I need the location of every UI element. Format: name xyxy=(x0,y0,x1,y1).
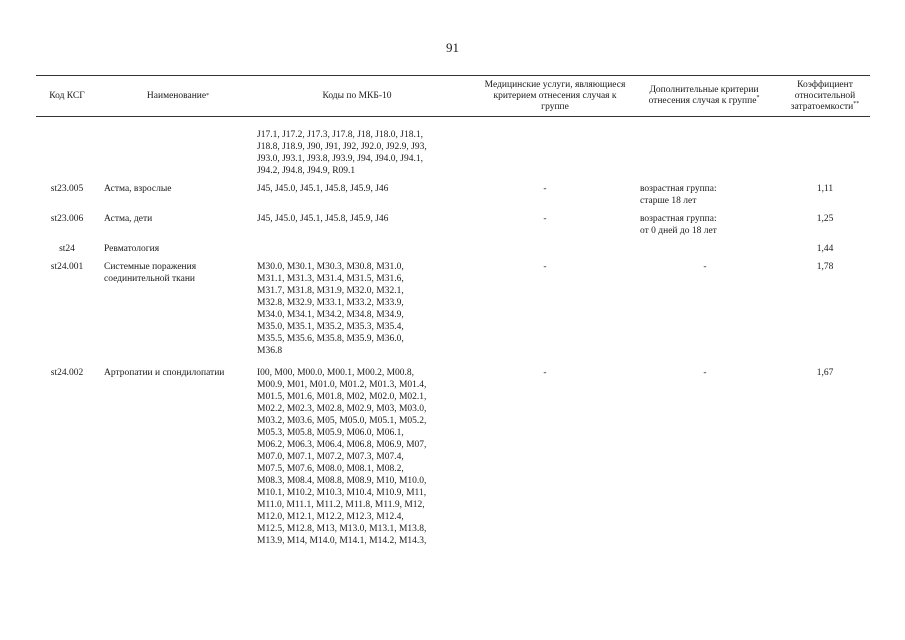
header-code: Код КСГ xyxy=(49,90,85,101)
row-1-code: st23.005 xyxy=(50,184,84,194)
row-5-mkb: I00, M00, M00.0, M00.1, M00.2, M00.8, M00.9, M01, M01.0, M01.2, M01.3, M01.4, M01.5, M01.6, M01.8, M02, M02.0, M02.1, M02.2, M02.3, M02.8, M02.9, M03, M03.0, M03.2, M03.6, M05, M05.0, M05.1, M05.2, M05.3, M05.8, M05.9, M06.0, M06.1, M06.2, M06.3, M06.4, M06.8, M06.9, M07, M07.0, M07.1, M07.2, M07.3, M07.4, M07.5, M07.6, M08.0, M08.1, M08.2, M08.3, M08.4, M08.8, M08.9, M10, M10.0, M10.1, M10.2, M10.3, M10.4, M10.9, M11, M11.0, M11.1, M11.2, M11.8, M11.9, M12, M12.0, M12.1, M12.2, M12.3, M12.4, M12.5, M12.8, M13, M13.0, M13.1, M13.8, M13.9, M14, M14.0, M14.1, M14.2, M14.3, xyxy=(257,368,427,546)
row-1-mkb: J45, J45.0, J45.1, J45.8, J45.9, J46 xyxy=(257,184,389,194)
row-1-coef: 1,11 xyxy=(816,184,834,194)
row-5-criteria: - xyxy=(703,368,707,378)
header-mkb: Коды по МКБ-10 xyxy=(322,90,392,101)
row-1-name: Астма, взрослые xyxy=(104,184,172,194)
row-3-name: Ревматология xyxy=(104,244,160,254)
row-5-coef: 1,67 xyxy=(816,368,834,378)
header-services: Медицинские услуги, являющиеся критерием отнесения случая к группе xyxy=(484,79,626,112)
row-4-code: st24.001 xyxy=(50,262,84,272)
row-2-mkb: J45, J45.0, J45.1, J45.8, J45.9, J46 xyxy=(257,214,389,224)
row-5-services: - xyxy=(543,368,547,378)
row-2-code: st23.006 xyxy=(50,214,84,224)
row-5-name: Артропатии и спондилопатии xyxy=(104,368,225,378)
header-coef: Коэффициент относительной затратоемкости** xyxy=(790,79,860,112)
row-4-coef: 1,78 xyxy=(816,262,834,272)
row-2-coef: 1,25 xyxy=(816,214,834,224)
row-2-services: - xyxy=(543,214,547,224)
row-5-code: st24.002 xyxy=(50,368,84,378)
row-1-services: - xyxy=(543,184,547,194)
row-4-mkb: M30.0, M30.1, M30.3, M30.8, M31.0, M31.1, M31.3, M31.4, M31.5, M31.6, M31.7, M31.8, M31.9, M32.0, M32.1, M32.8, M32.9, M33.1, M33.2, M33.9, M34.0, M34.1, M34.2, M34.8, M34.9, M35.0, M35.1, M35.2, M35.3, M35.4, M35.5, M35.6, M35.8, M35.9, M36.0, M36.8 xyxy=(257,262,404,356)
row-2-name: Астма, дети xyxy=(104,214,153,224)
page-number: 91 xyxy=(446,40,459,55)
table-header xyxy=(36,75,870,117)
row-4-services: - xyxy=(543,262,547,272)
row-2-criteria: возрастная группа: от 0 дней до 18 лет xyxy=(640,214,717,236)
row-3-code: st24 xyxy=(59,244,75,254)
header-name: Наименование * xyxy=(146,90,210,101)
row-1-criteria: возрастная группа: старше 18 лет xyxy=(640,184,717,206)
header-criteria: Дополнительные критерии отнесения случая к группе* xyxy=(648,85,760,106)
row-4-criteria: - xyxy=(703,262,707,272)
row-3-coef: 1,44 xyxy=(816,244,834,254)
row-0-mkb: J17.1, J17.2, J17.3, J17.8, J18, J18.0, J18.1, J18.8, J18.9, J90, J91, J92, J92.0, J92.9, J93, J93.0, J93.1, J93.8, J93.9, J94, J94.0, J94.1, J94.2, J94.8, J94.9, R09.1 xyxy=(257,130,427,176)
row-4-name: Системные поражения соединительной ткани xyxy=(104,262,197,284)
